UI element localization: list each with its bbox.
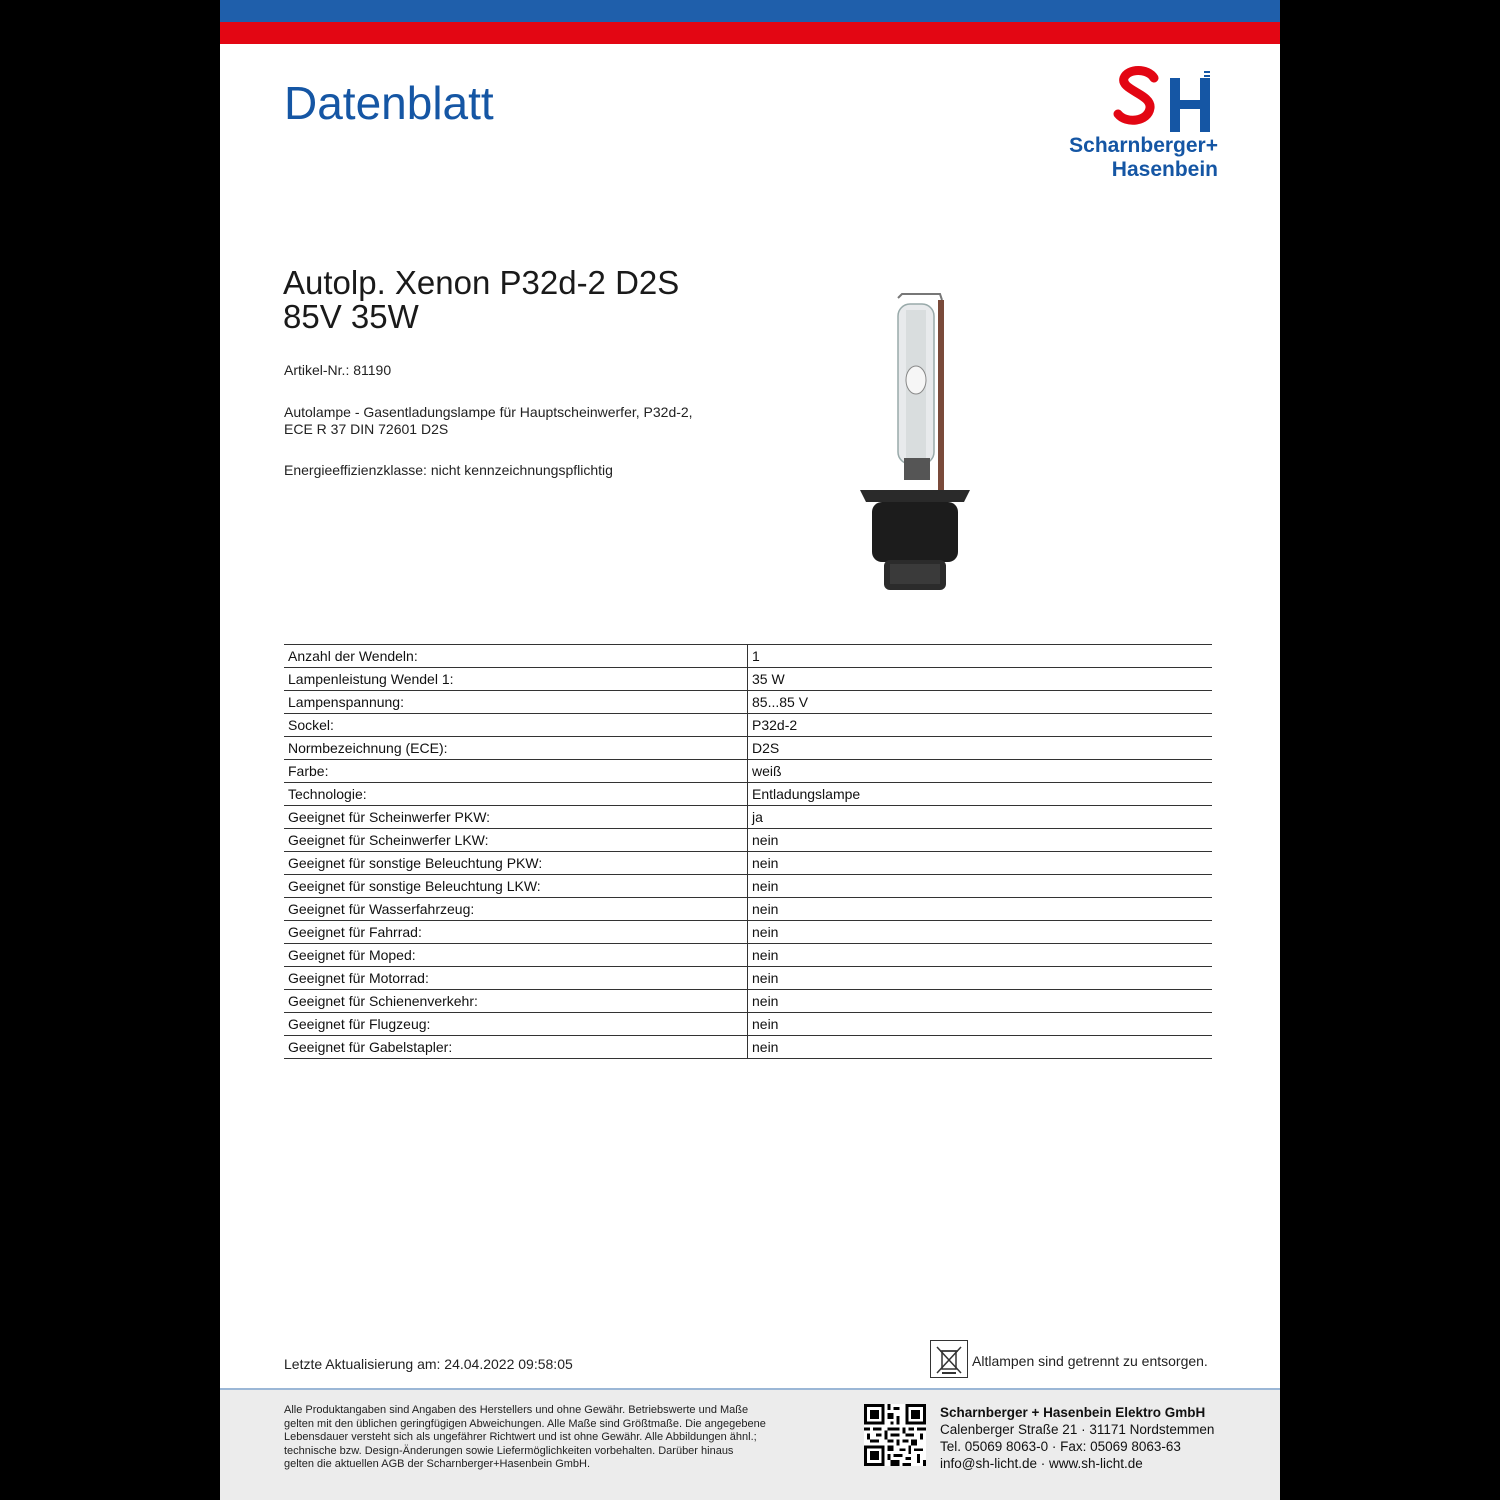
disclaimer-line: Alle Produktangaben sind Angaben des Herstellers und ohne Gewähr. Betriebswerte und Maße	[284, 1404, 749, 1416]
spec-value: nein	[748, 990, 1213, 1013]
header-stripe-red	[220, 22, 1280, 44]
spec-value: nein	[748, 829, 1213, 852]
spec-row	[284, 967, 1212, 990]
spec-row	[284, 829, 1212, 852]
spec-value: ja	[748, 806, 1213, 829]
spec-row	[284, 921, 1212, 944]
spec-label: Geeignet für Motorrad:	[284, 967, 748, 990]
spec-label: Geeignet für Moped:	[284, 944, 748, 967]
description-line1: Autolampe - Gasentladungslampe für Hauptscheinwerfer, P32d-2,	[284, 404, 693, 420]
header-stripe-blue	[220, 0, 1280, 22]
spec-row	[284, 760, 1212, 783]
datasheet-page	[220, 0, 1280, 1500]
product-title	[283, 266, 803, 334]
spec-value: 35 W	[748, 668, 1213, 691]
spec-row	[284, 668, 1212, 691]
spec-label: Geeignet für Scheinwerfer LKW:	[284, 829, 748, 852]
spec-value: 1	[748, 645, 1213, 668]
spec-row	[284, 898, 1212, 921]
spec-label: Geeignet für sonstige Beleuchtung LKW:	[284, 875, 748, 898]
company-phone: Tel. 05069 8063-0 · Fax: 05069 8063-63	[940, 1439, 1181, 1454]
disclaimer-line: technische bzw. Design-Änderungen sowie Liefermöglichkeiten vorbehalten. Darüber hinaus	[284, 1444, 734, 1457]
spec-row	[284, 691, 1212, 714]
spec-row	[284, 944, 1212, 967]
sh-logo-icon	[1108, 64, 1218, 134]
disclaimer	[284, 1404, 834, 1472]
spec-value: nein	[748, 898, 1213, 921]
spec-row	[284, 875, 1212, 898]
spec-label: Technologie:	[284, 783, 748, 806]
spec-label: Normbezeichnung (ECE):	[284, 737, 748, 760]
disclaimer-line: gelten mit den üblichen geringfügigen Abweichungen. Alle Maße sind Größtmaße. Die angegebene	[284, 1417, 766, 1430]
xenon-lamp-image	[850, 290, 980, 600]
spec-label: Geeignet für Wasserfahrzeug:	[284, 898, 748, 921]
spec-value: Entladungslampe	[748, 783, 1213, 806]
article-number: Artikel-Nr.: 81190	[284, 362, 392, 378]
disclaimer-line: Lebensdauer versteht sich als ungefährer Richtwert und ist ohne Gewähr. Alle Abbildungen ähnl.;	[284, 1431, 757, 1443]
spec-value: nein	[748, 875, 1213, 898]
qr-code-icon	[864, 1404, 926, 1466]
disclaimer-line: gelten die aktuellen AGB der Scharnberger+Hasenbein GmbH.	[284, 1458, 591, 1470]
spec-row	[284, 714, 1212, 737]
logo-text-line1: Scharnberger+	[1069, 134, 1218, 157]
footer	[220, 1388, 1280, 1500]
logo-text-line2: Hasenbein	[1111, 158, 1218, 181]
product-title-line2: 85V 35W	[283, 298, 419, 335]
spec-row	[284, 783, 1212, 806]
spec-label: Geeignet für Flugzeug:	[284, 1013, 748, 1036]
spec-label: Geeignet für Gabelstapler:	[284, 1036, 748, 1059]
spec-value: 85...85 V	[748, 691, 1213, 714]
spec-label: Anzahl der Wendeln:	[284, 645, 748, 668]
spec-label: Sockel:	[284, 714, 748, 737]
spec-row	[284, 737, 1212, 760]
spec-value: nein	[748, 921, 1213, 944]
spec-value: D2S	[748, 737, 1213, 760]
company-name: Scharnberger + Hasenbein Elektro GmbH	[940, 1405, 1206, 1420]
spec-table	[284, 644, 1212, 1059]
page-title: Datenblatt	[284, 77, 494, 129]
spec-value: nein	[748, 852, 1213, 875]
spec-row	[284, 990, 1212, 1013]
spec-row	[284, 645, 1212, 668]
company-address: Calenberger Straße 21 · 31171 Nordstemmen	[940, 1422, 1215, 1437]
spec-value: nein	[748, 1036, 1213, 1059]
energy-class: Energieeffizienzklasse: nicht kennzeichnungspflichtig	[284, 462, 613, 478]
spec-row	[284, 1013, 1212, 1036]
spec-label: Lampenleistung Wendel 1:	[284, 668, 748, 691]
spec-value: weiß	[748, 760, 1213, 783]
last-updated: Letzte Aktualisierung am: 24.04.2022 09:58:05	[284, 1356, 573, 1372]
description-line2: ECE R 37 DIN 72601 D2S	[284, 421, 449, 437]
spec-label: Farbe:	[284, 760, 748, 783]
disposal-note: Altlampen sind getrennt zu entsorgen.	[972, 1353, 1208, 1369]
company-logo	[978, 64, 1218, 184]
company-web: info@sh-licht.de · www.sh-licht.de	[940, 1456, 1143, 1471]
spec-row	[284, 806, 1212, 829]
product-title-line1: Autolp. Xenon P32d-2 D2S	[283, 264, 680, 301]
spec-label: Geeignet für Schienenverkehr:	[284, 990, 748, 1013]
company-contact	[940, 1404, 1214, 1472]
spec-label: Geeignet für sonstige Beleuchtung PKW:	[284, 852, 748, 875]
spec-row	[284, 1036, 1212, 1059]
spec-label: Geeignet für Scheinwerfer PKW:	[284, 806, 748, 829]
crossed-bin-icon	[930, 1340, 968, 1378]
spec-value: nein	[748, 967, 1213, 990]
spec-label: Geeignet für Fahrrad:	[284, 921, 748, 944]
spec-value: nein	[748, 1013, 1213, 1036]
spec-row	[284, 852, 1212, 875]
product-description	[284, 404, 804, 438]
spec-value: nein	[748, 944, 1213, 967]
spec-label: Lampenspannung:	[284, 691, 748, 714]
spec-value: P32d-2	[748, 714, 1213, 737]
